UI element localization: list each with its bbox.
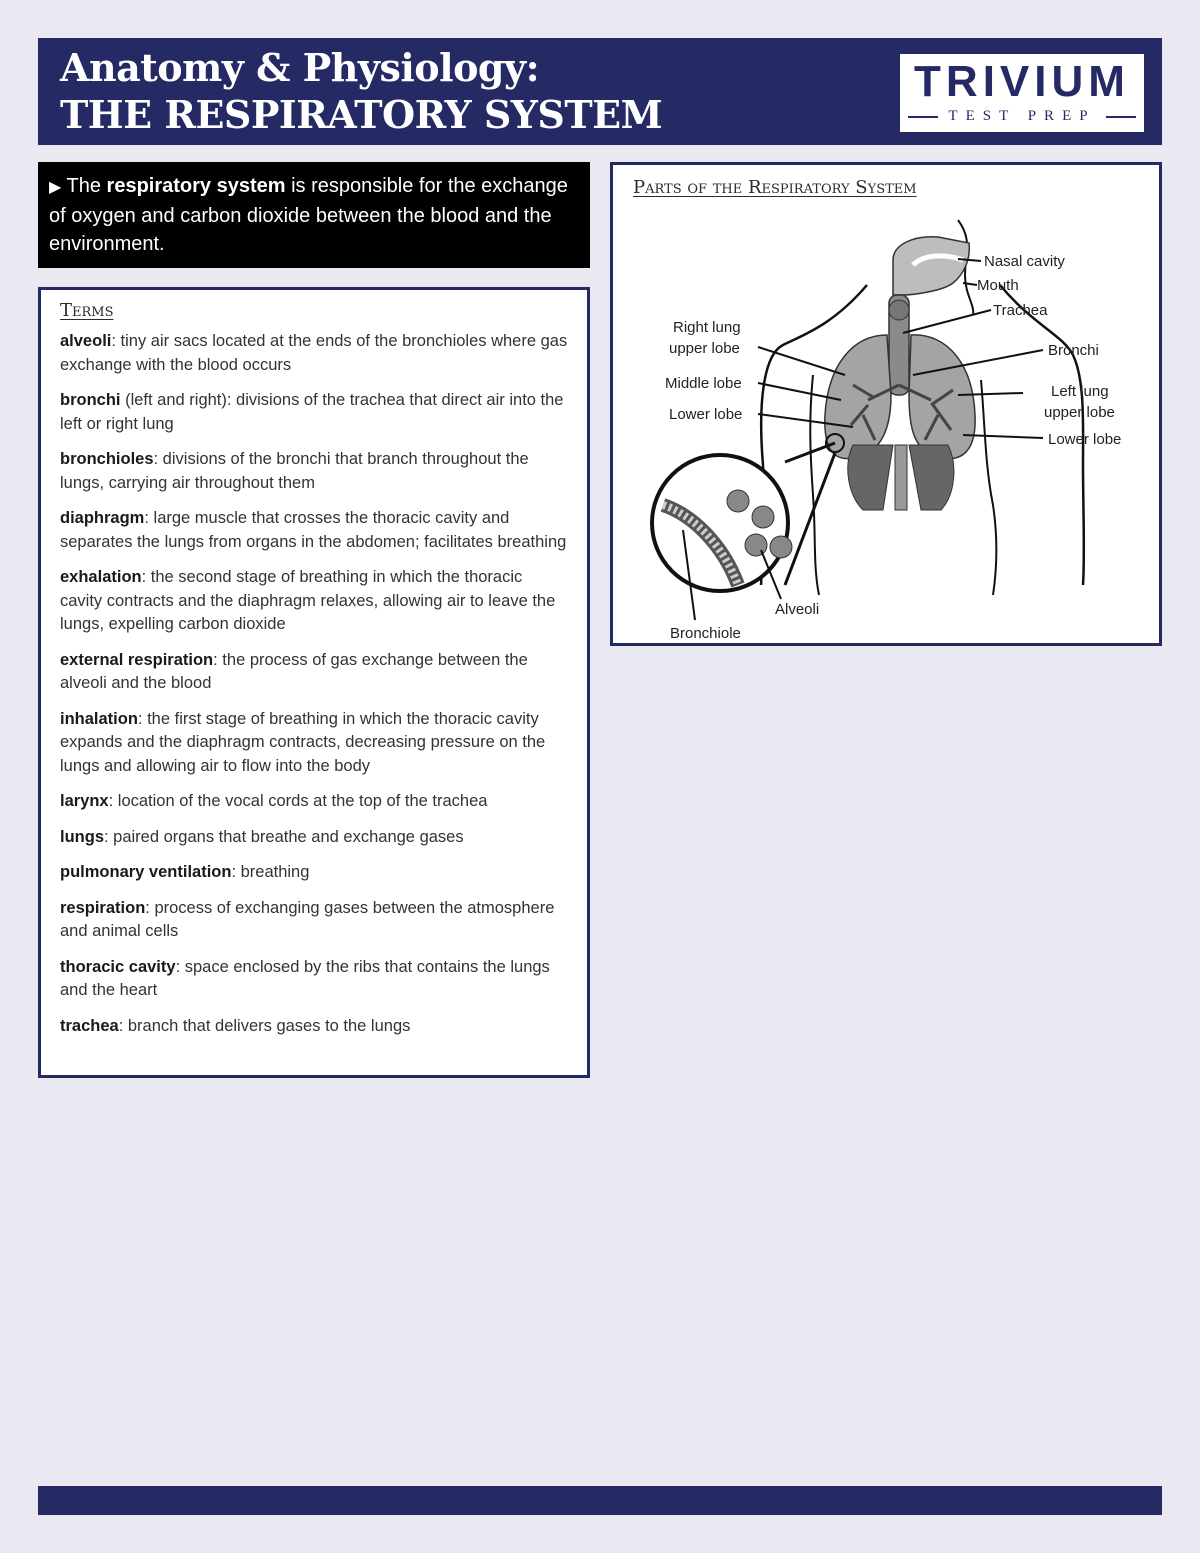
term-definition: (left and right): divisions of the trachea that direct air into the left or right lung xyxy=(60,391,564,433)
label-trachea: Trachea xyxy=(993,302,1048,319)
alveolus-4 xyxy=(770,536,792,558)
label-bronchi: Bronchi xyxy=(1048,342,1099,359)
label-alveoli: Alveoli xyxy=(775,601,820,618)
term-definition: : branch that delivers gases to the lungs xyxy=(118,1016,411,1035)
magnifier-line-bottom xyxy=(785,453,835,585)
respiratory-diagram xyxy=(613,165,1159,643)
term-entry xyxy=(60,708,569,779)
logo-wordmark: TRIVIUM xyxy=(914,57,1130,106)
term-entry xyxy=(60,790,569,814)
alveolus-1 xyxy=(727,490,749,512)
term-entry xyxy=(60,861,569,885)
term-name: alveoli xyxy=(60,332,112,350)
page-footer-bar xyxy=(38,1486,1162,1515)
label-lower-lobe-left: Lower lobe xyxy=(1048,431,1122,448)
terms-list xyxy=(60,330,569,1038)
alveolus-3 xyxy=(745,534,767,556)
label-right-lung-2: upper lobe xyxy=(669,340,740,357)
label-nasal-cavity: Nasal cavity xyxy=(984,253,1065,270)
term-definition: : the second stage of breathing in which the thoracic cavity contracts and the diaphragm relaxes, allowing air to leave the lungs, expelling carbon dioxide xyxy=(60,568,556,633)
page-header xyxy=(38,38,1162,145)
arm-line-right xyxy=(981,380,996,595)
term-name: larynx xyxy=(60,792,109,810)
label-left-lung-2: upper lobe xyxy=(1044,404,1115,421)
nasal-cavity-shape xyxy=(893,237,969,295)
term-name: diaphragm xyxy=(60,509,145,527)
term-entry xyxy=(60,1015,569,1039)
term-name: exhalation xyxy=(60,568,142,586)
term-name: lungs xyxy=(60,827,104,846)
term-name: pulmonary ventilation xyxy=(60,863,232,881)
larynx-shape xyxy=(889,300,909,320)
term-entry xyxy=(60,956,569,1003)
label-right-lung-1: Right lung xyxy=(673,319,741,336)
trivium-logo xyxy=(900,54,1144,132)
intro-text-end: is responsible for the exchange of oxygen and carbon dioxide between the blood and the environment. xyxy=(49,175,568,255)
terms-title: Terms xyxy=(60,300,114,321)
term-entry xyxy=(60,389,569,436)
diaphragm-left xyxy=(848,445,893,510)
logo-tagline: TEST PREP xyxy=(948,108,1096,124)
term-entry xyxy=(60,566,569,637)
diagram-title: Parts of the Respiratory System xyxy=(633,177,917,198)
right-lung-shape xyxy=(825,335,891,459)
title-line-2: THE RESPIRATORY SYSTEM xyxy=(60,92,663,137)
term-definition: : paired organs that breathe and exchange gases xyxy=(104,827,464,846)
logo-rule-right xyxy=(1106,116,1136,118)
term-entry xyxy=(60,826,569,850)
term-definition: : divisions of the bronchi that branch throughout the lungs, carrying air throughout them xyxy=(60,450,529,492)
label-middle-lobe: Middle lobe xyxy=(665,375,742,392)
term-name: external respiration xyxy=(60,650,214,669)
arm-line-left xyxy=(810,375,819,595)
label-bronchiole: Bronchiole xyxy=(670,625,741,642)
term-definition: : large muscle that crosses the thoracic cavity and separates the lungs from organs in the abdomen; facilitates breathing xyxy=(60,509,567,551)
term-definition: : process of exchanging gases between the atmosphere and animal cells xyxy=(60,898,555,940)
term-definition: : location of the vocal cords at the top of the trachea xyxy=(108,792,488,810)
term-definition: : the process of gas exchange between the alveoli and the blood xyxy=(60,650,528,692)
page-title xyxy=(60,44,662,138)
label-mouth: Mouth xyxy=(977,277,1019,294)
term-entry xyxy=(60,330,569,377)
term-definition: : breathing xyxy=(231,863,310,881)
intro-text-bold: respiratory system xyxy=(106,175,286,197)
intro-text-start: The xyxy=(66,175,107,197)
term-entry xyxy=(60,448,569,495)
diaphragm-right xyxy=(909,445,954,510)
alveolus-2 xyxy=(752,506,774,528)
diagram-panel xyxy=(610,162,1162,646)
arrow-icon: ▶ xyxy=(49,179,62,196)
term-name: thoracic cavity xyxy=(60,957,176,976)
term-name: bronchi xyxy=(60,391,121,409)
label-lower-lobe-right: Lower lobe xyxy=(669,406,743,423)
term-definition: : tiny air sacs located at the ends of the bronchioles where gas exchange with the blood occurs xyxy=(60,332,568,374)
terms-panel xyxy=(38,287,590,1078)
term-name: bronchioles xyxy=(60,450,154,468)
term-name: inhalation xyxy=(60,709,138,728)
term-entry xyxy=(60,649,569,696)
intro-callout xyxy=(38,162,590,268)
term-name: trachea xyxy=(60,1016,119,1035)
term-name: respiration xyxy=(60,898,146,917)
term-entry xyxy=(60,897,569,944)
term-definition: : space enclosed by the ribs that contains the lungs and the heart xyxy=(60,957,550,999)
label-left-lung-1: Left lung xyxy=(1051,383,1109,400)
term-definition: : the first stage of breathing in which the thoracic cavity expands and the diaphragm contracts, decreasing pressure on the lungs and allowing air to flow into the body xyxy=(60,709,546,775)
title-line-1: Anatomy & Physiology: xyxy=(60,45,540,90)
term-entry xyxy=(60,507,569,554)
spine-shape xyxy=(895,445,907,510)
